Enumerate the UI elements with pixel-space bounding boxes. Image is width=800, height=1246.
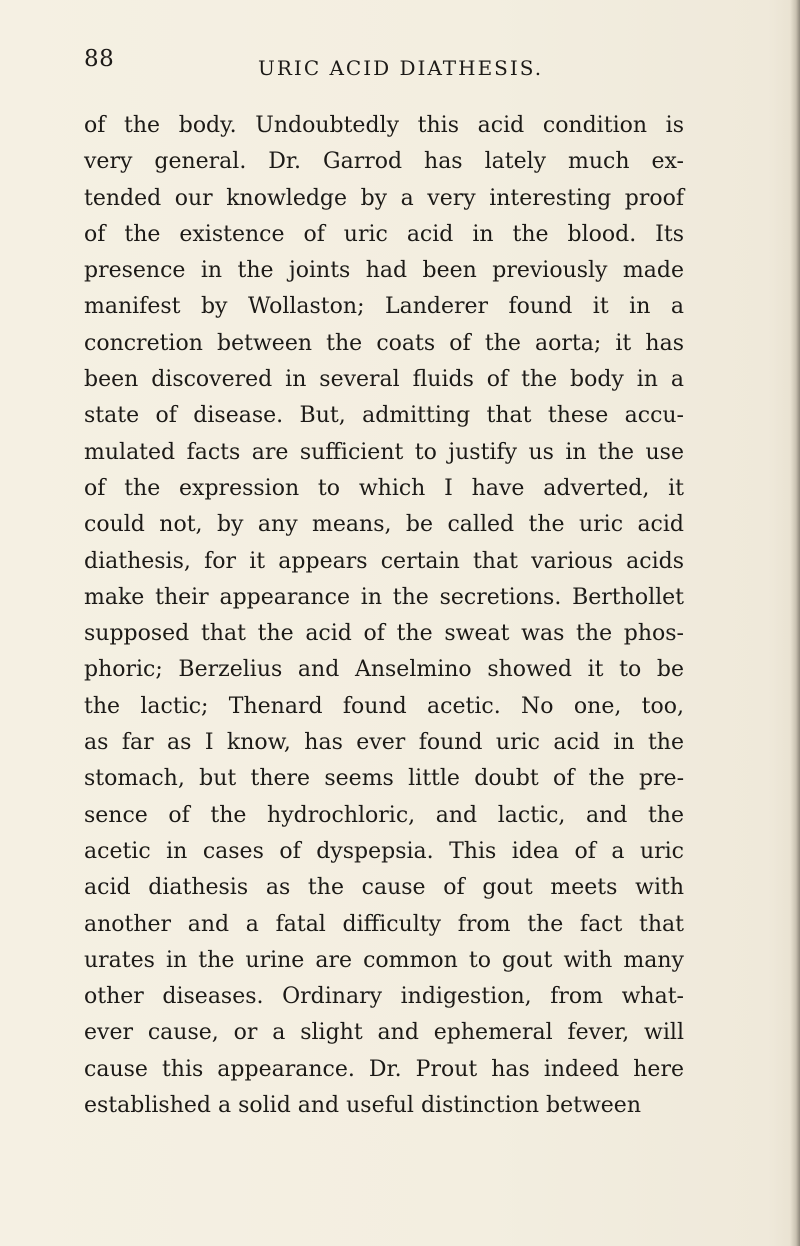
text-line: state of disease. But, admitting that these accu- (84, 403, 684, 429)
text-line: make their appearance in the secretions. Berthollet (84, 584, 684, 610)
text-line: as far as I know, has ever found uric acid in the (84, 730, 684, 756)
text-line: of the body. Undoubtedly this acid condition is (84, 113, 684, 138)
text-line: another and a fatal difficulty from the fact that (84, 911, 684, 937)
text-line: the lactic; Thenard found acetic. No one, too, (84, 693, 684, 719)
running-head: URIC ACID DIATHESIS. (258, 56, 544, 80)
text-line: other diseases. Ordinary indigestion, from what- (84, 984, 684, 1010)
text-line: stomach, but there seems little doubt of the pre- (84, 766, 684, 792)
text-line: tended our knowledge by a very interesting proof (84, 185, 684, 211)
text-line: very general. Dr. Garrod has lately much ex- (84, 149, 684, 175)
text-line: acid diathesis as the cause of gout meets with (84, 875, 684, 901)
text-line: been discovered in several fluids of the body in a (84, 367, 684, 393)
text-line: manifest by Wollaston; Landerer found it in a (84, 294, 684, 320)
text-line: concretion between the coats of the aorta; it has (84, 330, 684, 356)
body-text (84, 108, 684, 1124)
text-line: of the expression to which I have adverted, it (84, 475, 684, 501)
text-line: ever cause, or a slight and ephemeral fever, will (84, 1020, 684, 1046)
text-line: diathesis, for it appears certain that various acids (84, 548, 684, 574)
page-number: 88 (84, 46, 115, 72)
page-edge-shadow (790, 0, 800, 1246)
text-line: supposed that the acid of the sweat was the phos- (84, 621, 684, 647)
text-line: could not, by any means, be called the uric acid (84, 512, 684, 538)
text-line: phoric; Berzelius and Anselmino showed it to be (84, 657, 684, 683)
text-line: established a solid and useful distinction between (84, 1093, 641, 1119)
text-line: cause this appearance. Dr. Prout has indeed here (84, 1056, 684, 1082)
text-line: urates in the urine are common to gout with many (84, 947, 684, 973)
text-line: sence of the hydrochloric, and lactic, and the (84, 802, 684, 828)
text-line: mulated facts are sufficient to justify us in the use (84, 439, 684, 465)
text-line: acetic in cases of dyspepsia. This idea of a uric (84, 838, 684, 864)
text-line: presence in the joints had been previously made (84, 258, 684, 284)
text-line: of the existence of uric acid in the blood. Its (84, 221, 684, 247)
